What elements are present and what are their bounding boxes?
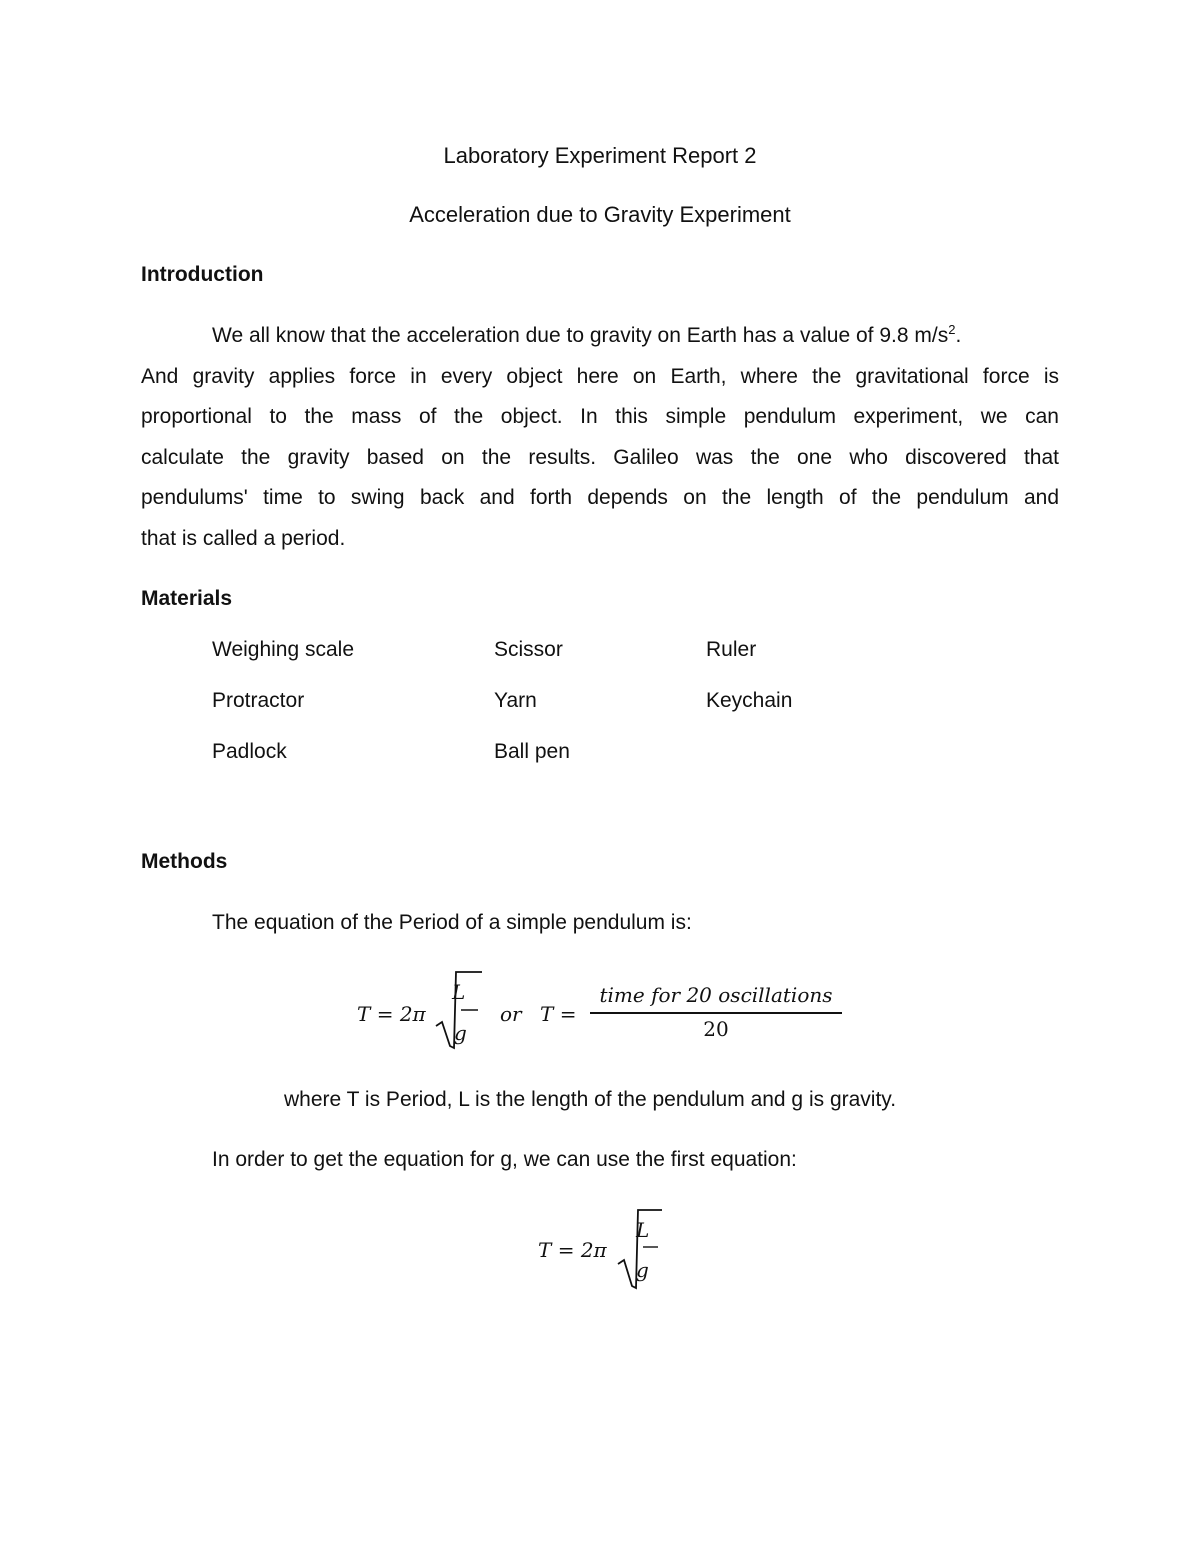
eq1-frac-den: 20 — [703, 1017, 729, 1041]
intro-line-5: pendulums' time to swing back and forth depends on the length of the pendulum and — [141, 486, 1059, 509]
material-item: Protractor — [212, 689, 305, 712]
eq1-den: g — [454, 1021, 467, 1045]
intro-line-6: that is called a period. — [141, 526, 346, 550]
material-item: Ruler — [706, 638, 757, 661]
methods-heading: Methods — [141, 850, 228, 873]
where-text: where T is Period, L is the length of the pendulum and g is gravity. — [284, 1088, 897, 1111]
eq2-num: L — [636, 1218, 650, 1242]
eq2-lhs: T = 2π — [538, 1238, 607, 1262]
eq1-num: L — [452, 980, 466, 1004]
intro-line-1-text: We all know that the acceleration due to gravity on Earth has a value of 9.8 m/s — [212, 324, 949, 347]
material-item: Yarn — [494, 689, 537, 712]
fraction-bar — [590, 1012, 842, 1014]
intro-line-3: proportional to the mass of the object. In this simple pendulum experiment, we can — [141, 405, 1059, 428]
introduction-heading: Introduction — [141, 263, 264, 286]
superscript-2: 2 — [948, 322, 956, 337]
eq1-or: or — [500, 1002, 522, 1026]
materials-heading: Materials — [141, 587, 233, 610]
material-item: Scissor — [494, 638, 563, 661]
intro-line-2: And gravity applies force in every object here on Earth, where the gravitational force is — [141, 364, 1059, 388]
eq1-lhs2: T = — [540, 1002, 577, 1026]
material-item: Ball pen — [494, 740, 570, 763]
material-item: Padlock — [212, 740, 287, 763]
intro-line-1-suffix: . — [955, 324, 962, 347]
introduction-paragraph — [141, 316, 1059, 559]
eq1-frac-num: time for 20 oscillations — [599, 983, 833, 1007]
order-text: In order to get the equation for g, we can use the first equation: — [212, 1148, 797, 1171]
intro-line-1 — [141, 316, 1059, 357]
intro-line-4: calculate the gravity based on the results. Galileo was the one who discovered that — [141, 445, 1059, 469]
material-item: Keychain — [706, 689, 793, 712]
report-subtitle: Acceleration due to Gravity Experiment — [409, 202, 791, 227]
methods-intro: The equation of the Period of a simple pendulum is: — [212, 911, 692, 934]
report-title: Laboratory Experiment Report 2 — [443, 143, 757, 168]
material-item: Weighing scale — [212, 638, 355, 661]
eq1-lhs: T = 2π — [357, 1002, 426, 1026]
eq2-den: g — [636, 1258, 649, 1282]
